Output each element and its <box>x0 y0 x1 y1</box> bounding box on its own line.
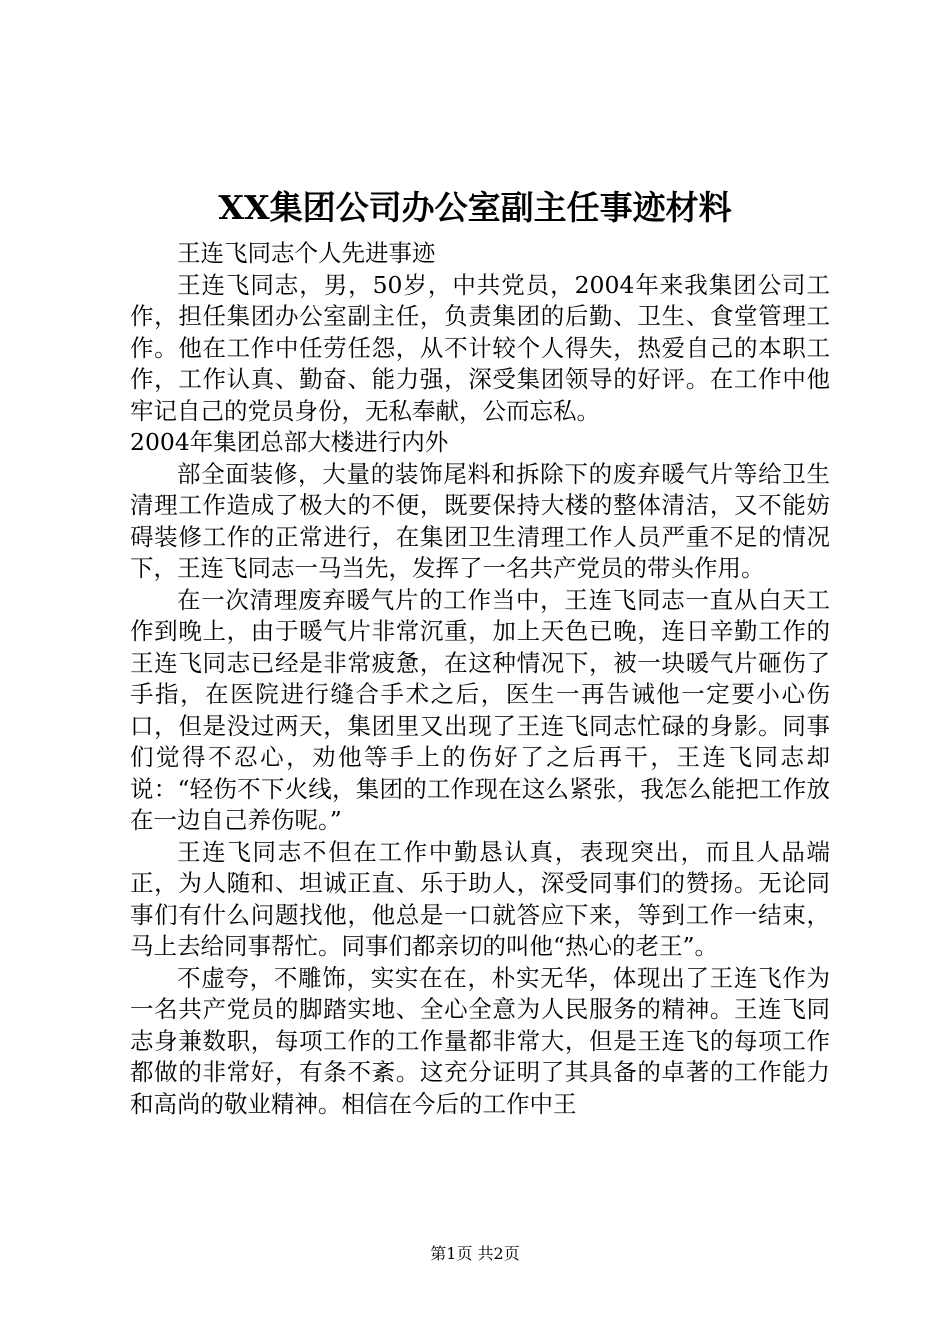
page-number-footer: 第1页 共2页 <box>430 1244 520 1263</box>
paragraph-summary: 不虚夸，不雕饰，实实在在，朴实无华，体现出了王连飞作为一名共产党员的脚踏实地、全心全意为人民服务的精神。王连飞同志身兼数职，每项工作的工作量都非常大，但是王连飞的每项工作都做的非常好，有条不紊。这充分证明了其具备的卓著的工作能力和高尚的敬业精神。相信在今后的工作中王 <box>130 963 830 1118</box>
section-heading: 王连飞同志个人先进事迹 <box>177 239 436 267</box>
paragraph-renovation-start: 2004年集团总部大楼进行内外 <box>130 428 449 456</box>
paragraph-intro: 王连飞同志，男，50岁，中共党员，2004年来我集团公司工作，担任集团办公室副主任，负责集团的后勤、卫生、食堂管理工作。他在工作中任劳任怨，从不计较个人得失，热爱自己的本职工作，工作认真、勤奋、能力强，深受集团领导的好评。在工作中他牢记自己的党员身份，无私奉献，公而忘私。 <box>130 270 830 425</box>
paragraph-injury: 在一次清理废弃暖气片的工作当中，王连飞同志一直从白天工作到晚上，由于暖气片非常沉重，加上天色已晚，连日辛勤工作的王连飞同志已经是非常疲惫，在这种情况下，被一块暖气片砸伤了手指，在医院进行缝合手术之后，医生一再告诫他一定要小心伤口，但是没过两天，集团里又出现了王连飞同志忙碌的身影。同事们觉得不忍心，劝他等手上的伤好了之后再干，王连飞同志却说：“轻伤不下火线，集团的工作现在这么紧张，我怎么能把工作放在一边自己养伤呢。” <box>130 585 830 834</box>
paragraph-renovation: 部全面装修，大量的装饰尾料和拆除下的废弃暖气片等给卫生清理工作造成了极大的不便，既要保持大楼的整体清洁，又不能妨碍装修工作的正常进行，在集团卫生清理工作人员严重不足的情况下，王连飞同志一马当先，发挥了一名共产党员的带头作用。 <box>130 459 830 582</box>
document-title: XX集团公司办公室副主任事迹材料 <box>218 188 732 227</box>
paragraph-character: 王连飞同志不但在工作中勤恳认真，表现突出，而且人品端正，为人随和、坦诚正直、乐于助人，深受同事们的赞扬。无论同事们有什么问题找他，他总是一口就答应下来，等到工作一结束，马上去给同事帮忙。同事们都亲切的叫他“热心的老王”。 <box>130 837 830 960</box>
document-body <box>130 238 830 1120</box>
